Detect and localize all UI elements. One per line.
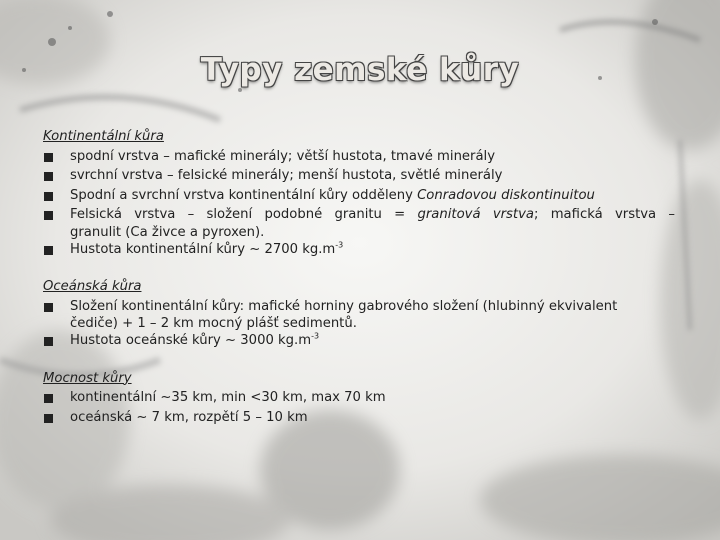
list-item: svrchní vrstva – felsické minerály; menší hustota, světlé minerály	[43, 166, 675, 186]
square-bullet-icon	[44, 414, 53, 423]
slide-body	[43, 127, 675, 427]
page-title: Typy zemské kůry	[200, 52, 520, 88]
list-item: kontinentální ~35 km, min <30 km, max 70 km	[43, 388, 675, 408]
bullet-list	[43, 297, 675, 351]
list-item: spodní vrstva – mafické minerály; větší hustota, tmavé minerály	[43, 147, 675, 167]
list-item: Spodní a svrchní vrstva kontinentální kůry odděleny Conradovou diskontinuitou	[43, 186, 675, 206]
section-continental-crust	[43, 127, 675, 259]
square-bullet-icon	[44, 394, 53, 403]
bullet-list	[43, 147, 675, 260]
list-item: oceánská ~ 7 km, rozpětí 5 – 10 km	[43, 408, 675, 428]
square-bullet-icon	[44, 246, 53, 255]
square-bullet-icon	[44, 172, 53, 181]
square-bullet-icon	[44, 337, 53, 346]
section-heading: Mocnost kůry	[43, 370, 132, 386]
list-item: Felsická vrstva – složení podobné granitu = granitová vrstva; mafická vrstva – granulit (Ca živce a pyroxen).	[43, 205, 675, 240]
bullet-list	[43, 388, 675, 427]
list-item: Hustota oceánské kůry ~ 3000 $kg.m^{-3}$	[43, 331, 675, 351]
section-heading: Kontinentální kůra	[43, 129, 164, 144]
square-bullet-icon	[44, 192, 53, 201]
section-crust-thickness	[43, 369, 675, 428]
square-bullet-icon	[44, 153, 53, 162]
section-oceanic-crust	[43, 277, 675, 351]
list-item: Složení kontinentální kůry: mafické horniny gabrového složení (hlubinný ekvivalent čediče) + 1 – 2 km mocný plášť sedimentů.	[43, 297, 675, 332]
list-item: Hustota kontinentální kůry ~ 2700 $kg.m^{-3}$	[43, 240, 675, 260]
section-heading: Oceánská kůra	[43, 279, 142, 294]
square-bullet-icon	[44, 303, 53, 312]
square-bullet-icon	[44, 211, 53, 220]
